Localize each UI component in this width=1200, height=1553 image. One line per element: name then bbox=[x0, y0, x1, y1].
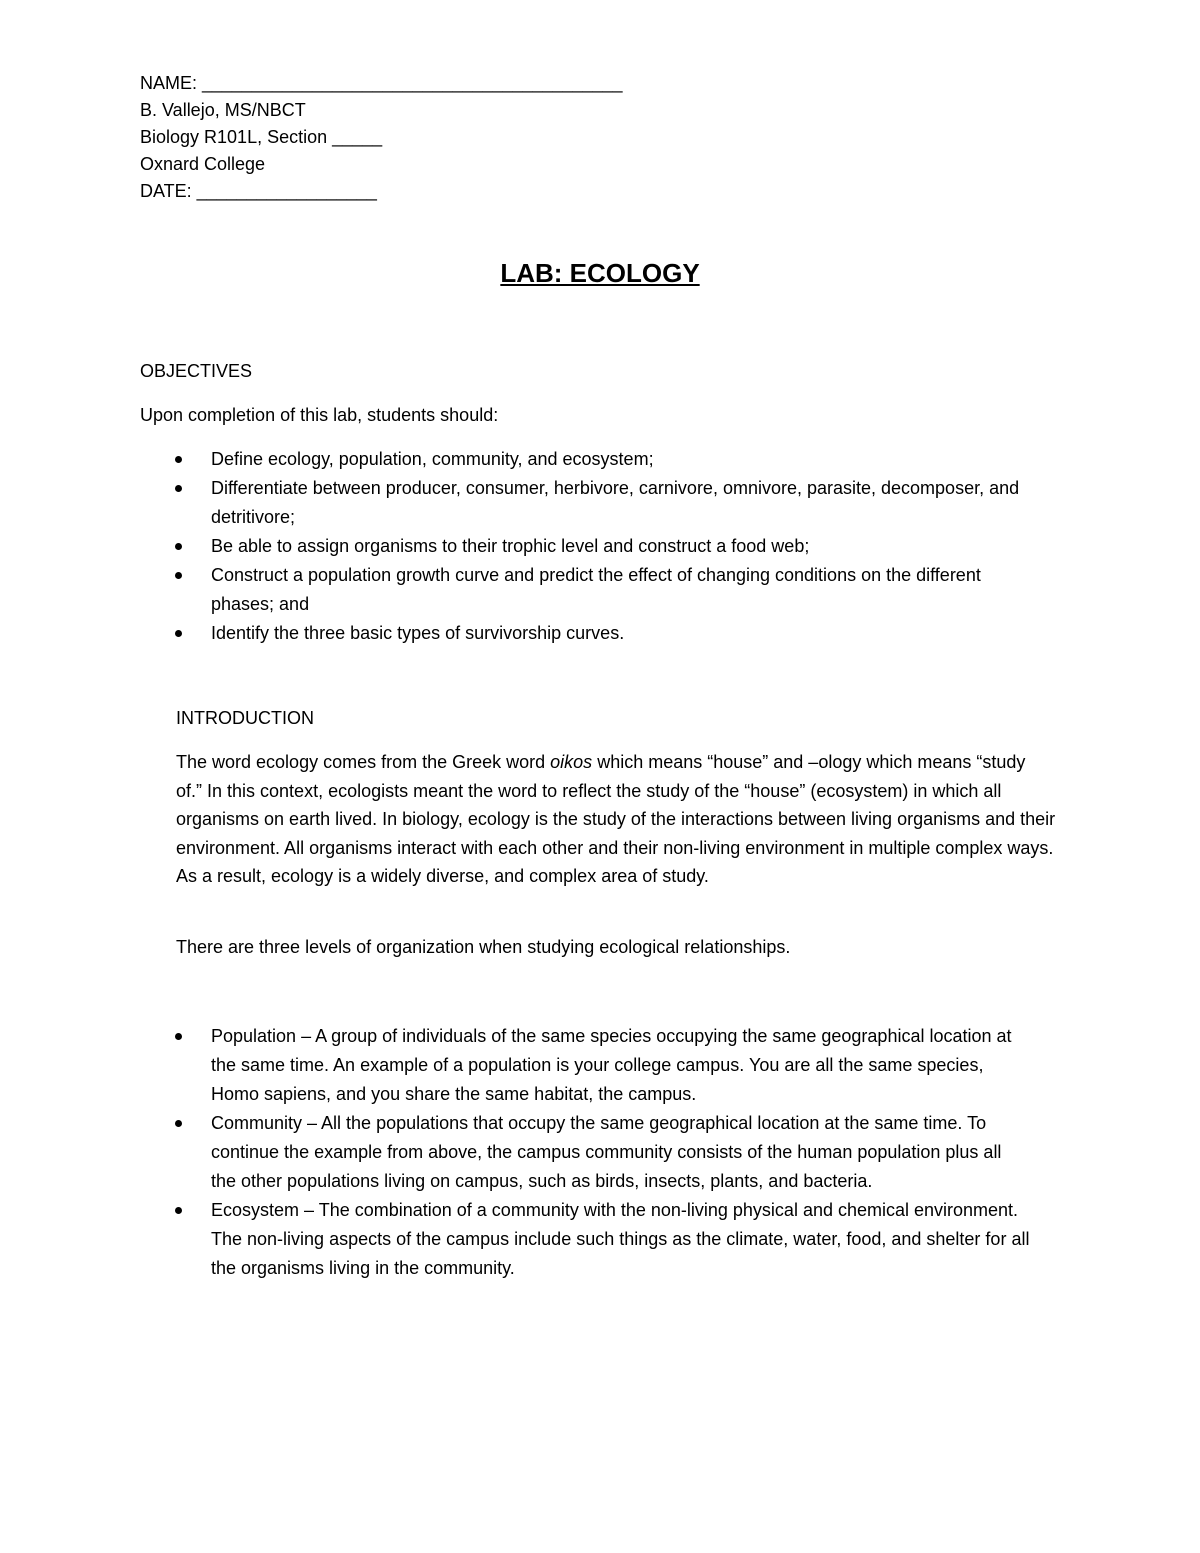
introduction-heading: INTRODUCTION bbox=[176, 708, 314, 728]
objectives-lead: Upon completion of this lab, students should: bbox=[140, 405, 499, 425]
list-item: Identify the three basic types of survivorship curves. bbox=[140, 619, 1020, 648]
list-item: Population – A group of individuals of the same species occupying the same geographical location at the same time. An example of a population is your college campus. You are all the same species, Homo sapiens, and you share the same habitat, the campus. bbox=[140, 1022, 1030, 1109]
document-header bbox=[140, 70, 622, 205]
intro-text-start: The word ecology comes from the Greek word bbox=[176, 752, 551, 772]
levels-lead: There are three levels of organization when studying ecological relationships. bbox=[176, 937, 791, 957]
list-item: Construct a population growth curve and predict the effect of changing conditions on the different phases; and bbox=[140, 561, 1020, 619]
objectives-list bbox=[140, 445, 1020, 648]
list-item: Be able to assign organisms to their trophic level and construct a food web; bbox=[140, 532, 1020, 561]
instructor-line: B. Vallejo, MS/NBCT bbox=[140, 100, 306, 120]
introduction-paragraph bbox=[176, 748, 1056, 891]
course-line: Biology R101L, Section _____ bbox=[140, 127, 383, 147]
levels-list bbox=[140, 1022, 1030, 1283]
list-item: Differentiate between producer, consumer, herbivore, carnivore, omnivore, parasite, decomposer, and detritivore; bbox=[140, 474, 1020, 532]
date-line: DATE: __________________ bbox=[140, 181, 377, 201]
page-title: LAB: ECOLOGY bbox=[500, 258, 700, 288]
objectives-heading: OBJECTIVES bbox=[140, 361, 253, 381]
college-line: Oxnard College bbox=[140, 154, 266, 174]
intro-italic-word: oikos bbox=[550, 752, 593, 772]
list-item: Community – All the populations that occupy the same geographical location at the same time. To continue the example from above, the campus community consists of the human population plus all the other populations living on campus, such as birds, insects, plants, and bacteria. bbox=[140, 1109, 1030, 1196]
list-item: Define ecology, population, community, and ecosystem; bbox=[140, 445, 1020, 474]
intro-text-rest: which means “house” and –ology which means “study of.” In this context, ecologists meant the word to reflect the study of the “house” (ecosystem) in which all organisms on earth lived. In biology, ecology is the study of the interactions between living organisms and their environment. All organisms interact with each other and their non-living environment in multiple complex ways. As a result, ecology is a widely diverse, and complex area of study. bbox=[176, 752, 1056, 886]
list-item: Ecosystem – The combination of a community with the non-living physical and chemical environment. The non-living aspects of the campus include such things as the climate, water, food, and shelter for all the organisms living in the community. bbox=[140, 1196, 1030, 1283]
name-line: NAME: __________________________________________ bbox=[140, 73, 623, 93]
